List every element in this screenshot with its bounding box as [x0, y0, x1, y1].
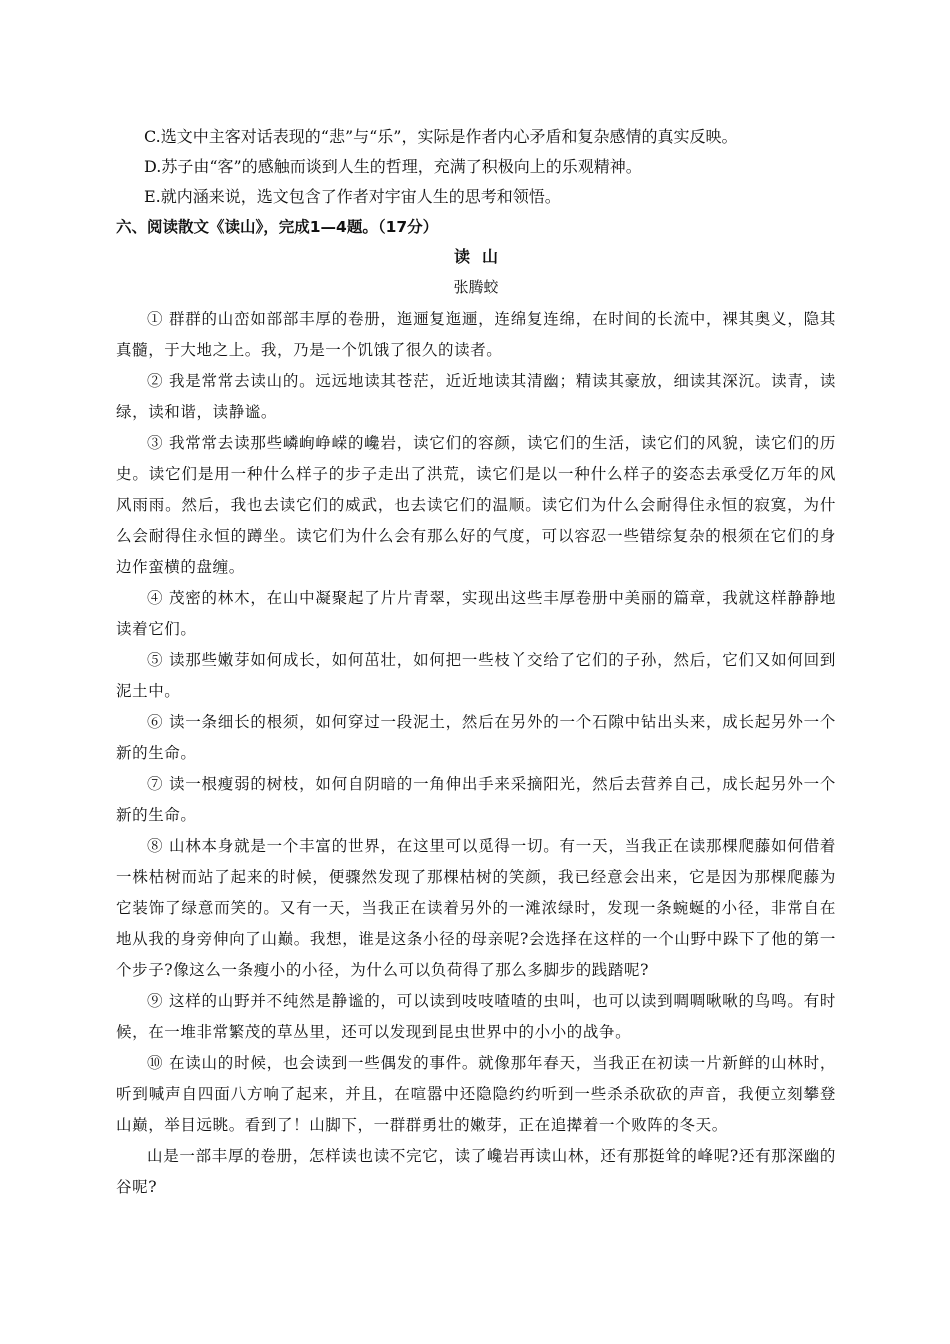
paragraph-1: ① 群群的山峦如部部丰厚的卷册，迤逦复迤逦，连绵复连绵，在时间的长流中，裸其奥义，隐其真髓，于大地之上。我，乃是一个饥饿了很久的读者。: [116, 310, 836, 359]
option-e-text: 就内涵来说，选文包含了作者对宇宙人生的思考和领悟。: [160, 187, 561, 206]
paragraph-9: ⑨ 这样的山野并不纯然是静谧的，可以读到吱吱喳喳的虫叫，也可以读到啁啁啾啾的鸟鸣。有时候，在一堆非常繁茂的草丛里，还可以发现到昆虫世界中的小小的战争。: [116, 992, 836, 1041]
paragraph-3: ③ 我常常去读那些嶙峋峥嵘的巉岩，读它们的容颜，读它们的生活，读它们的风貌，读它们的历史。读它们是用一种什么样子的步子走出了洪荒，读它们是以一种什么样子的姿态去承受亿万年的风风雨雨。然后，我也去读它们的威武，也去读它们的温顺。读它们为什么会耐得住永恒的寂寞，为什么会耐得住永恒的蹲坐。读它们为什么会有那么好的气度，可以容忍一些错综复杂的根须在它们的身边作蛮横的盘缠。: [116, 434, 836, 576]
option-d: [116, 152, 836, 182]
paragraph-6: ⑥ 读一条细长的根须，如何穿过一段泥土，然后在另外的一个石隙中钻出头来，成长起另外一个新的生命。: [116, 713, 836, 762]
paragraph-2: ② 我是常常去读山的。远远地读其苍茫，近近地读其清幽；精读其豪放，细读其深沉。读青，读绿，读和谐，读静谧。: [116, 372, 836, 421]
option-d-letter: D.: [144, 157, 162, 176]
option-e: [116, 182, 836, 212]
option-c-letter: C.: [144, 127, 161, 146]
paragraph-closing: 山是一部丰厚的卷册，怎样读也读不完它，读了巉岩再读山林，还有那挺耸的峰呢?还有那深幽的谷呢?: [116, 1147, 836, 1196]
paragraph-4: ④ 茂密的林木，在山中凝聚起了片片青翠，实现出这些丰厚卷册中美丽的篇章，我就这样静静地读着它们。: [116, 589, 836, 638]
paragraph-7: ⑦ 读一根瘦弱的树枝，如何自阴暗的一角伸出手来采摘阳光，然后去营养自己，成长起另外一个新的生命。: [116, 775, 836, 824]
option-c: [116, 122, 836, 152]
option-e-letter: E.: [144, 187, 161, 206]
paragraph-10: ⑩ 在读山的时候，也会读到一些偶发的事件。就像那年春天，当我正在初读一片新鲜的山林时，听到喊声自四面八方响了起来，并且，在喧嚣中还隐隐约约听到一些杀杀砍砍的声音，我便立刻攀登山巅，举目远眺。看到了！山脚下，一群群勇壮的嫩芽，正在追撵着一个败阵的冬天。: [116, 1054, 836, 1134]
essay-author: 张腾蛟: [453, 278, 499, 296]
essay-title: 读山: [453, 247, 510, 266]
option-d-text: 苏子由“客”的感触而谈到人生的哲理，充满了积极向上的乐观精神。: [161, 157, 642, 176]
option-c-text: 选文中主客对话表现的“悲”与“乐”，实际是作者内心矛盾和复杂感情的真实反映。: [160, 127, 738, 146]
section-heading: 六、阅读散文《读山》，完成1—4题。（17分）: [116, 218, 439, 236]
exam-page: [116, 122, 836, 1203]
paragraph-5: ⑤ 读那些嫩芽如何成长，如何茁壮，如何把一些枝丫交给了它们的子孙，然后，它们又如何回到泥土中。: [116, 651, 836, 700]
paragraph-8: ⑧ 山林本身就是一个丰富的世界，在这里可以觅得一切。有一天，当我正在读那棵爬藤如何借着一株枯树而站了起来的时候，便骤然发现了那棵枯树的笑颜，我已经意会出来，它是因为那棵爬藤为它装饰了绿意而笑的。又有一天，当我正在读着另外的一滩浓绿时，发现一条蜿蜒的小径，非常自在地从我的身旁伸向了山巅。我想，谁是这条小径的母亲呢?会选择在这样的一个山野中跺下了他的第一个步子?像这么一条瘦小的小径，为什么可以负荷得了那么多脚步的践踏呢?: [116, 837, 836, 979]
